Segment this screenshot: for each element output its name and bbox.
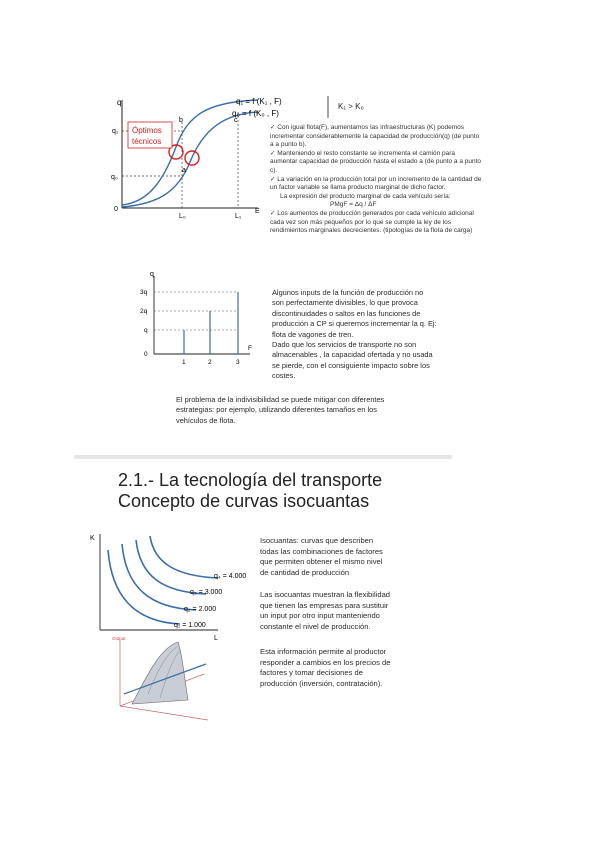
bullet-3: ✓ La variación en la producción total por un incremento de la cantidad de un factor variable se llama producto marginal de dicho factor. [270, 175, 482, 192]
indivisibility-mitigation: El problema de la indivisibilidad se puede mitigar con diferentes estrategias: por ejemplo, utilizando diferentes tamaños en los vehículos de flota. [176, 395, 385, 425]
iso-x-label: L [214, 635, 218, 642]
l0-tick: L₀ [179, 213, 186, 220]
l1-tick: L₁ [235, 213, 242, 220]
x-axis-label: E [255, 208, 260, 215]
iso-label-q4: q₄ = 4.000 [214, 573, 247, 580]
optimos-label-1: Óptimos [132, 126, 162, 135]
bullet-4: La expresión del producto marginal de cada vehículo sería: [280, 192, 451, 200]
iso-label-q2: q₂ = 2.000 [184, 606, 217, 613]
isoquant-chart [88, 530, 248, 642]
fig2-x-label: F [248, 345, 252, 352]
fig2-y-label: q [150, 271, 154, 278]
isoquant-q2 [122, 544, 196, 610]
fig2-x-3: 3 [236, 359, 240, 366]
origin-label: 0 [114, 206, 118, 213]
bullet-5: ✓ Los aumentos de producción generados por cada vehículo adicional cada vez son más pequeños por lo que se cumple la ley de los rendimientos marginales decrecientes. (tipologías de la flota de carga) [270, 209, 474, 235]
point-a: a [182, 167, 186, 174]
point-c: c [234, 117, 238, 124]
isoquant-flexibility: Las isocuantas muestran la flexibilidad que tienen las empresas para sustituir un input por otro input manteniendo constante el nivel de producción. [260, 590, 391, 631]
iso-label-q1: q₁ = 1.000 [174, 622, 206, 629]
slide-title-2: Concepto de curvas isocuantas [118, 491, 370, 511]
fig2-tick-q: q [144, 327, 148, 334]
optimos-label-2: técnicos [132, 137, 162, 146]
capital-condition: K₁ > K₀ [338, 102, 364, 111]
y-axis-label: q [117, 98, 122, 107]
surface-label: Output [112, 636, 126, 641]
fig2-tick-0: 0 [144, 351, 148, 358]
iso-y-label: K [90, 535, 95, 542]
fig2-tick-2q: 2q [140, 308, 148, 315]
bullet-formula: PMgF = Δq / ΔF [330, 201, 377, 209]
indivisibility-explanation: Algunos inputs de la función de producción no son perfectamente divisibles, lo que provoca discontinuidades o saltos en las funciones de producción a CP si queremos incrementar la q. Ej: flota de vagones de tren. Dado que los servicios de transporte no son almacenables , la capacidad ofertada y no usada se pierde, con el consiguiente impacto sobre los costes. [272, 288, 437, 381]
slide-divider [74, 455, 452, 459]
indivisibility-figure [138, 270, 258, 366]
bullet-1: ✓ Con igual flota(F), aumentamos las infraestructuras (K) podemos incrementar considerablemente la capacidad de producción(q) (de punto a a punto b). [270, 124, 480, 149]
production-surface-figure [108, 634, 213, 724]
bullet-notes [270, 124, 482, 236]
curve1-label: q₁ = f (K₁ , F) [236, 97, 282, 106]
q1-tick: q₁ [112, 128, 119, 135]
isoquant-usage: Esta información permite al productor responder a cambios en los precios de factores y tomar decisiones de producción (inversión, contratación). [260, 647, 391, 688]
production-surface [132, 642, 188, 704]
bullet-2: ✓ Manteniendo el resto constante se incrementa el camión para aumentar capacidad de producción hasta el estado a (de punto a a punto c). [270, 149, 482, 174]
fig2-x-2: 2 [208, 359, 212, 366]
q0-tick: q₀ [111, 174, 118, 181]
slide-title-1: 2.1.- La tecnología del transporte [118, 470, 383, 490]
isoquant-q4 [150, 536, 218, 578]
curve2-label: q₀ = f (K₀ , F) [232, 109, 279, 118]
fig2-tick-3q: 3q [140, 289, 148, 296]
isoquant-definition: Isocuantas: curvas que describen todas las combinaciones de factores que permiten obtener el mismo nivel de cantidad de producción [260, 536, 383, 577]
point-b: b [179, 117, 183, 124]
iso-label-q3: q₃ = 3.000 [190, 589, 223, 596]
fig2-x-1: 1 [182, 359, 186, 366]
